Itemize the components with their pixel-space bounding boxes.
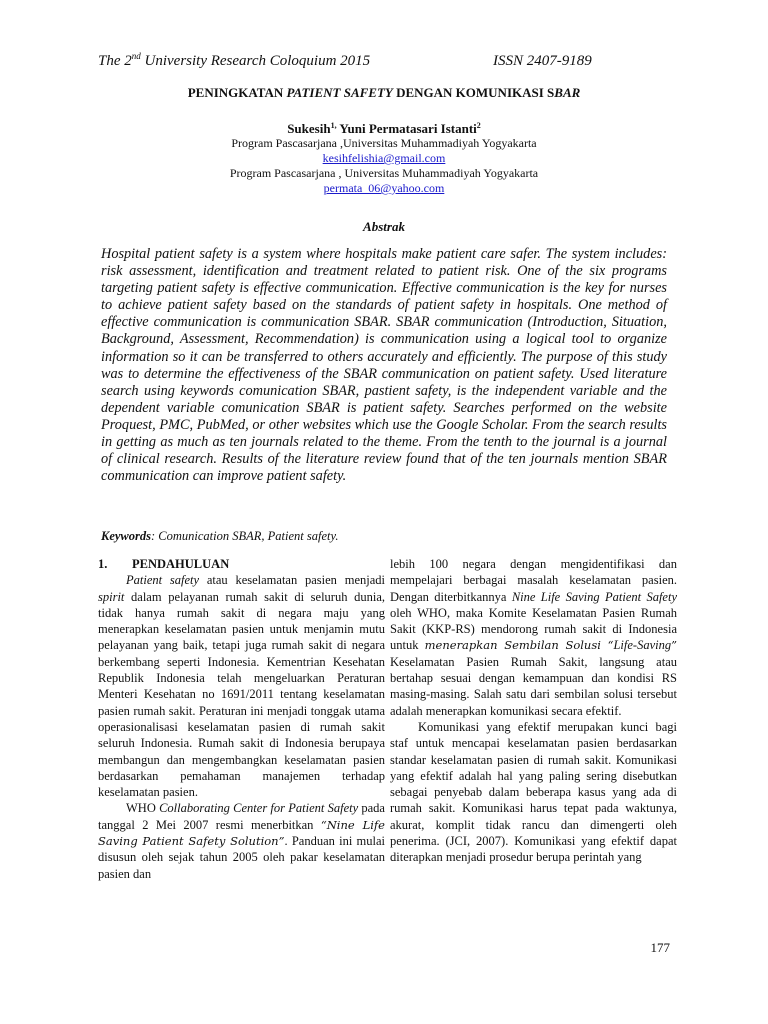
abstract-text: Hospital patient safety is a system where hospitals make patient care safer. The system includes: risk assessment, identification and treatment related to patient risk. One of the six programs targeting patient safety is effective communication. Effective communication is the key for nurses to achieve patient safety based on the standards of patient safety in hospitals. One method of effective communication is communication SBAR. SBAR communication (Introduction, Situation, Background, Assessment, Recommendation) is communication using a logical tool to organize information so it can be transferred to others accurately and efficiently. The purpose of this study was to determine the effectiveness of the SBAR communication on patient safety. Used literature search using keywords comunication SBAR, pastient safety, is the independent variable and the dependent variable comunication SBAR is patient safety. Searches performed on the website Proquest, PMC, PubMed, or other websites which use the Google Scholar. From the search results in getting as much as ten journals related to the theme. From the tenth to the journal is a journal of clinical research. Results of the literature review found that of the ten journals mention SBAR communication can improve patient safety. [101, 246, 667, 485]
paragraph: Patient safety atau keselamatan pasien menjadi spirit dalam pelayanan rumah sakit di seluruh dunia, tidak hanya rumah sakit di negara maju yang menerapkan keselamatan pasien untuk menjamin mutu pelayanan yang baik, tetapi juga rumah sakit di negara berkembang seperti Indonesia. Kementrian Kesehatan Republik Indonesia telah mengeluarkan Peraturan Menteri Kesehatan no 1691/2011 tentang keselamatan pasien rumah sakit. Peraturan ini menjadi tonggak utama operasionalisasi keselamatan pasien di rumah sakit seluruh Indonesia. Rumah sakit di Indonesia berupaya membangun dan mengembangkan keselamatan pasien berdasarkan pemahaman manajemen terhadap keselamatan pasien. [98, 573, 385, 800]
affiliation-1: Program Pascasarjana ,Universitas Muhammadiyah Yogyakarta [231, 136, 537, 150]
keywords: Keywords: Comunication SBAR, Patient safety. [101, 529, 339, 543]
column-left [98, 556, 385, 882]
column-right [390, 556, 677, 866]
page-number: 177 [650, 940, 670, 955]
section-heading: 1. PENDAHULUAN [98, 557, 230, 571]
email-link-2[interactable]: permata_06@yahoo.com [323, 181, 445, 195]
email-link-1[interactable]: kesihfelishia@gmail.com [322, 151, 446, 165]
paragraph: lebih 100 negara dengan mengidentifikasi dan mempelajari berbagai masalah keselamatan pasien. Dengan diterbitkannya Nine Life Saving Patient Safety oleh WHO, maka Komite Keselamatan Pasien Rumah Sakit (KKP-RS) mendorong rumah sakit di Indonesia untuk menerapkan Sembilan Solusi “Life-Saving” Keselamatan Pasien Rumah Sakit, langsung atau bertahap sesuai dengan kemampuan dan kondisi RS masing-masing. Salah satu dari sembilan solusi tersebut adalah menerapkan komunikasi secara efektif. [390, 557, 678, 718]
authors: Sukesih$^{1,}$ Yuni Permatasari Istanti$^2$ [287, 121, 481, 136]
conference-name: The 2nd University Research Coloquium 2015 [98, 51, 371, 69]
paragraph: WHO Collaborating Center for Patient Safety pada tanggal 2 Mei 2007 resmi menerbitkan “Nine Life Saving Patient Safety Solution”. Panduan ini mulai disusun oleh sejak tahun 2005 oleh pakar keselamatan pasien dan [98, 801, 385, 881]
abstract-heading: Abstrak [363, 219, 405, 234]
paper-title: PENINGKATAN PATIENT SAFETY DENGAN KOMUNIKASI SBAR [187, 85, 581, 100]
paragraph: Komunikasi yang efektif merupakan kunci bagi staf untuk mencapai keselamatan pasien berdasarkan standar keselamatan pasien di rumah sakit. Komunikasi yang efektif adalah hal yang paling sering disebutkan sebagai penyebab dalam beberapa kasus yang ada di rumah sakit. Komunikasi harus tepat pada waktunya, akurat, komplit tidak rancu dan dimengerti oleh penerima. (JCI, 2007). Komunikasi yang efektif dapat diterapkan menjadi prosedur berupa perintah yang [390, 719, 677, 865]
affiliation-2: Program Pascasarjana , Universitas Muhammadiyah Yogyakarta [229, 166, 539, 180]
issn: ISSN 2407-9189 [493, 53, 592, 69]
affiliations [0, 136, 768, 196]
